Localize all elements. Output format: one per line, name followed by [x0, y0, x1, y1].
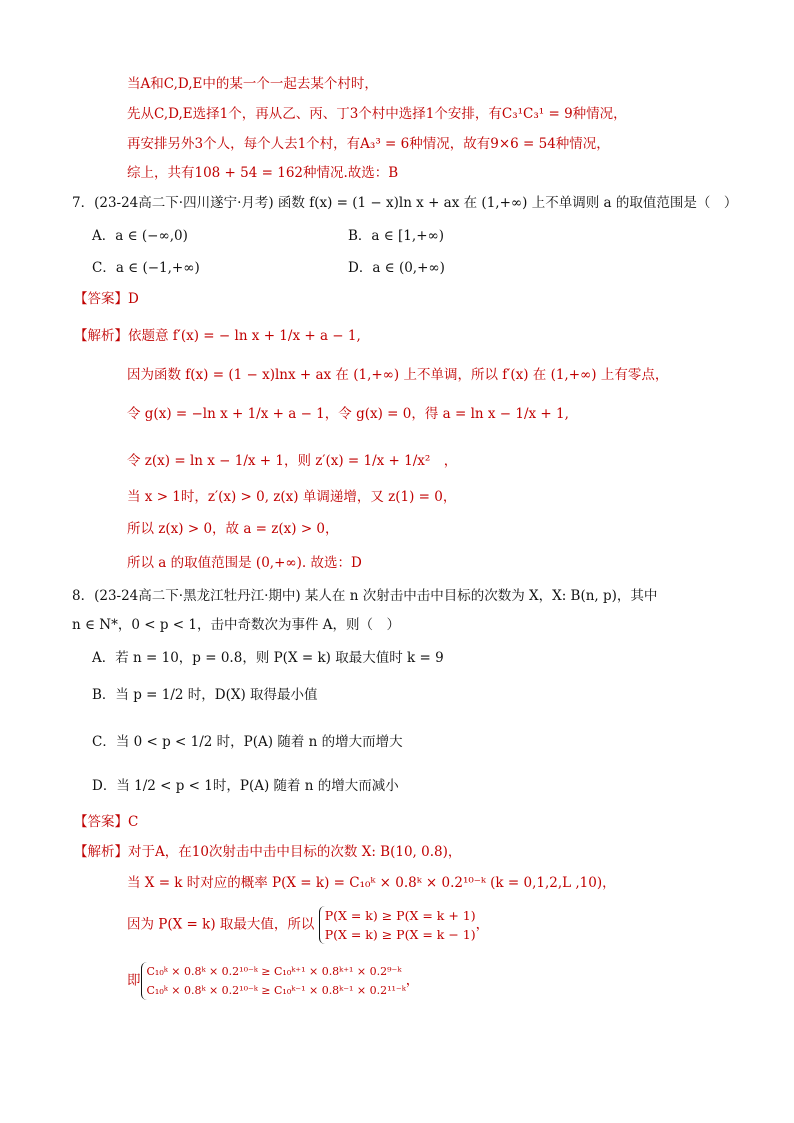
q8-stem-line-1: 8．(23-24高二下·黑龙江牡丹江·期中) 某人在 n 次射击中击中目标的次数为 X，X: B(n, p)，其中	[72, 588, 658, 604]
q7-answer	[74, 289, 139, 309]
q8-system-2-row-1: C₁₀ᵏ × 0.8ᵏ × 0.2¹⁰⁻ᵏ ≥ C₁₀ᵏ⁺¹ × 0.8ᵏ⁺¹ × 0.2⁹⁻ᵏ	[146, 965, 402, 978]
q7-analysis-tag: 【解析】	[74, 328, 128, 344]
q8-analysis-step-4-lead: 即	[127, 972, 141, 989]
q8-system-1-row-2: P(X = k) ≥ P(X = k − 1)	[324, 927, 476, 942]
q7-answer-value: D	[128, 291, 139, 307]
q8-analysis-line-1	[74, 842, 461, 862]
q7-analysis-line-7: 所以 a 的取值范围是 (0,+∞). 故选：D	[127, 555, 362, 571]
q8-system-2-row-2: C₁₀ᵏ × 0.8ᵏ × 0.2¹⁰⁻ᵏ ≥ C₁₀ᵏ⁻¹ × 0.8ᵏ⁻¹ × 0.2¹¹⁻ᵏ	[146, 984, 406, 997]
q7-analysis-line-5: 当 x > 1时，z′(x) > 0, z(x) 单调递增，又 z(1) = 0，	[127, 489, 457, 505]
q8-analysis-step-1: 对于A，在10次射击中击中目标的次数 X: B(10, 0.8)，	[128, 844, 462, 860]
q8-option-a: A．若 n = 10，p = 0.8，则 P(X = k) 取最大值时 k = 9	[92, 650, 444, 666]
q7-option-b: B．a ∈ [1,+∞)	[348, 228, 445, 244]
q7-option-c: C．a ∈ (−1,+∞)	[92, 260, 200, 276]
q8-analysis-step-4-tail: ，	[405, 972, 420, 989]
prev-solution-line-4: 综上，共有108 + 54 = 162种情况.故选：B	[127, 165, 399, 181]
prev-solution-line-3: 再安排另外3个人，每个人去1个村，有A₃³ = 6种情况，故有9×6 = 54种情况，	[127, 136, 610, 152]
q8-analysis-step-3-lead: 因为 P(X = k) 取最大值，所以	[127, 916, 315, 933]
q8-option-c: C．当 0 < p < 1/2 时，P(A) 随着 n 的增大而增大	[92, 734, 403, 750]
prev-solution-line-2: 先从C,D,E选择1个，再从乙、丙、丁3个村中选择1个安排，有C₃¹C₃¹ = 9种情况，	[127, 106, 627, 122]
prev-solution-line-1: 当A和C,D,E中的某一个一起去某个村时，	[127, 76, 378, 92]
q7-option-a: A．a ∈ (−∞,0)	[92, 228, 188, 244]
q8-analysis-line-4	[127, 962, 419, 1000]
q8-analysis-line-2: 当 X = k 时对应的概率 P(X = k) = C₁₀ᵏ × 0.8ᵏ × 0.2¹⁰⁻ᵏ (k = 0,1,2,L ,10)，	[127, 875, 616, 891]
q8-system-1-row-1: P(X = k) ≥ P(X = k + 1)	[324, 908, 476, 923]
q7-analysis-line-6: 所以 z(x) > 0，故 a = z(x) > 0，	[127, 521, 339, 537]
q8-analysis-tag: 【解析】	[74, 844, 128, 860]
q8-answer	[74, 812, 138, 832]
q8-analysis-line-3	[127, 906, 489, 944]
q7-stem: 7．(23-24高二下·四川遂宁·月考) 函数 f(x) = (1 − x)ln x + ax 在 (1,+∞) 上不单调则 a 的取值范围是（ ）	[72, 195, 738, 211]
q8-analysis-step-3-tail: ，	[475, 916, 490, 933]
q7-analysis-line-2: 因为函数 f(x) = (1 − x)lnx + ax 在 (1,+∞) 上不单调，所以 f′(x) 在 (1,+∞) 上有零点，	[127, 367, 669, 383]
q8-answer-value: C	[128, 814, 139, 830]
q8-option-b: B．当 p = 1/2 时，D(X) 取得最小值	[92, 687, 318, 703]
q8-answer-tag: 【答案】	[74, 814, 128, 830]
q8-option-d: D．当 1/2 < p < 1时，P(A) 随着 n 的增大而减小	[92, 778, 399, 794]
q7-analysis-step-1: 依题意 f′(x) = − ln x + 1/x + a − 1,	[128, 328, 361, 344]
q8-stem-line-2: n ∈ N*，0 < p < 1，击中奇数次为事件 A，则（ ）	[72, 617, 400, 633]
q7-option-d: D．a ∈ (0,+∞)	[348, 260, 445, 276]
q7-analysis-line-1	[74, 326, 361, 346]
q7-analysis-line-4: 令 z(x) = ln x − 1/x + 1，则 z′(x) = 1/x + 1/x² ，	[127, 453, 458, 469]
q8-inequality-system-2	[141, 962, 406, 1000]
q7-analysis-line-3: 令 g(x) = −ln x + 1/x + a − 1，令 g(x) = 0，得 a = ln x − 1/x + 1,	[127, 406, 569, 422]
q8-inequality-system-1	[319, 906, 476, 944]
q7-answer-tag: 【答案】	[74, 291, 128, 307]
